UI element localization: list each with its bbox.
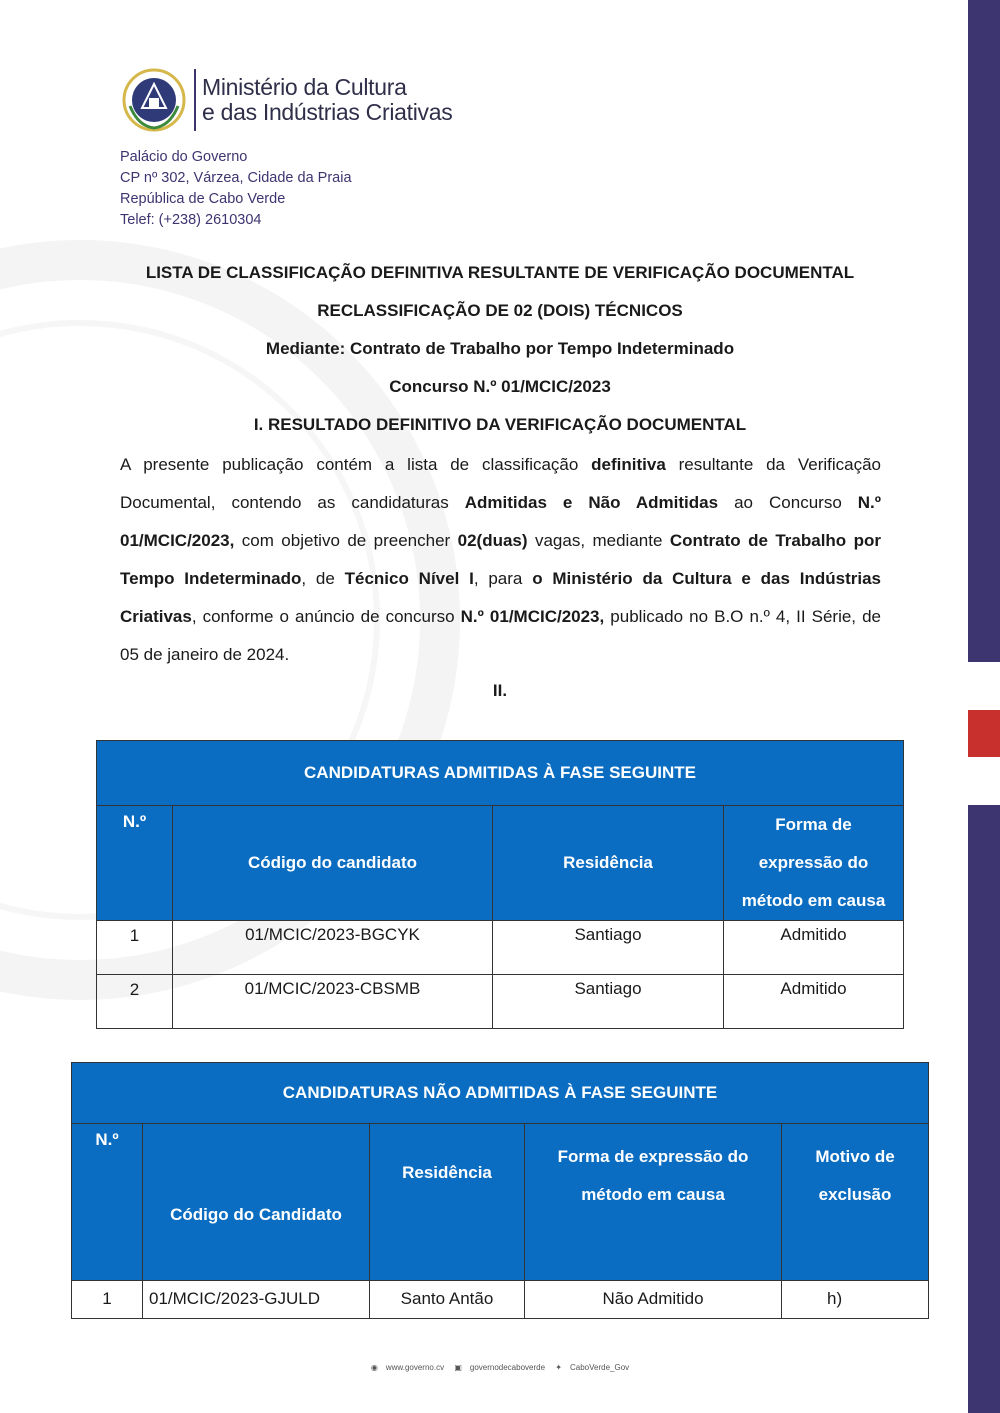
column-header-number: N.º	[97, 806, 173, 921]
column-header-method: Forma de expressão do método em causa	[724, 806, 904, 921]
logo-divider	[194, 69, 196, 131]
ministry-name	[202, 75, 452, 125]
cell-status: Não Admitido	[525, 1281, 782, 1319]
intro-paragraph: A presente publicação contém a lista de classificação definitiva resultante da Verificação Documental, contendo as candidaturas Admitidas e Não Admitidas ao Concurso N.º 01/MCIC/2023, com objetivo de preencher 02(duas) vagas, mediante Contrato de Trabalho por Tempo Indeterminado, de Técnico Nível I, para o Ministério da Cultura e das Indústrias Criativas, conforme o anúncio de concurso N.º 01/MCIC/2023, publicado no B.O n.º 4, II Série, de 05 de janeiro de 2024.	[120, 455, 881, 664]
cell-status: Admitido	[724, 975, 904, 1029]
ministry-name-line2: e das Indústrias Criativas	[202, 99, 453, 125]
table-row	[97, 921, 904, 975]
ministry-logo	[120, 66, 452, 134]
cell-number: 1	[72, 1281, 143, 1319]
coat-of-arms-icon	[120, 66, 188, 134]
cell-code: 01/MCIC/2023-BGCYK	[173, 921, 493, 975]
cell-code: 01/MCIC/2023-GJULD	[143, 1281, 370, 1319]
globe-icon: ◉	[370, 1363, 378, 1372]
table-header-row	[72, 1124, 929, 1281]
column-header-code: Código do Candidato	[143, 1124, 370, 1281]
address-block	[120, 147, 352, 231]
section-1-heading: I. RESULTADO DEFINITIVO DA VERIFICAÇÃO DOCUMENTAL	[253, 415, 747, 434]
column-header-residence: Residência	[493, 806, 724, 921]
footer	[0, 1363, 1000, 1372]
cell-code: 01/MCIC/2023-CBSMB	[173, 975, 493, 1029]
table-title: CANDIDATURAS ADMITIDAS À FASE SEGUINTE	[97, 741, 904, 806]
table-title: CANDIDATURAS NÃO ADMITIDAS À FASE SEGUINTE	[72, 1063, 929, 1124]
cell-residence: Santiago	[493, 975, 724, 1029]
cell-residence: Santo Antão	[370, 1281, 525, 1319]
cell-number: 1	[97, 921, 173, 975]
twitter-icon: ✦	[555, 1363, 562, 1372]
admitted-candidates-table	[96, 740, 904, 1029]
not-admitted-candidates-table	[71, 1062, 929, 1319]
side-stripe-red	[968, 710, 1000, 757]
address-line: Telef: (+238) 2610304	[120, 212, 262, 228]
column-header-code: Código do candidato	[173, 806, 493, 921]
website-link[interactable]: www.governo.cv	[385, 1363, 445, 1372]
cell-status: Admitido	[724, 921, 904, 975]
address-line: Palácio do Governo	[120, 149, 248, 165]
column-header-number: N.º	[72, 1124, 143, 1281]
facebook-icon: ▣	[454, 1363, 462, 1372]
side-stripe-bottom	[968, 805, 1000, 1413]
address-line: República de Cabo Verde	[120, 191, 286, 207]
document-title: LISTA DE CLASSIFICAÇÃO DEFINITIVA RESULTANTE DE VERIFICAÇÃO DOCUMENTAL	[145, 263, 855, 282]
address-line: CP nº 302, Várzea, Cidade da Praia	[120, 170, 352, 186]
table-row	[72, 1281, 929, 1319]
column-header-exclusion-reason: Motivo de exclusão	[782, 1124, 929, 1281]
cell-residence: Santiago	[493, 921, 724, 975]
contract-type-heading: Mediante: Contrato de Trabalho por Tempo Indeterminado	[265, 339, 735, 358]
section-2-heading: II.	[492, 681, 508, 700]
twitter-link[interactable]: CaboVerde_Gov	[569, 1363, 630, 1372]
cell-number: 2	[97, 975, 173, 1029]
column-header-method: Forma de expressão do método em causa	[525, 1124, 782, 1281]
contest-number-heading: Concurso N.º 01/MCIC/2023	[389, 377, 611, 396]
table-row	[97, 975, 904, 1029]
document-subtitle: RECLASSIFICAÇÃO DE 02 (DOIS) TÉCNICOS	[317, 301, 683, 320]
cell-exclusion-reason: h)	[782, 1281, 929, 1319]
table-header-row	[97, 806, 904, 921]
ministry-name-line1: Ministério da Cultura	[202, 74, 407, 100]
side-stripe-top	[968, 0, 1000, 662]
column-header-residence: Residência	[370, 1124, 525, 1281]
facebook-link[interactable]: governodecaboverde	[469, 1363, 546, 1372]
